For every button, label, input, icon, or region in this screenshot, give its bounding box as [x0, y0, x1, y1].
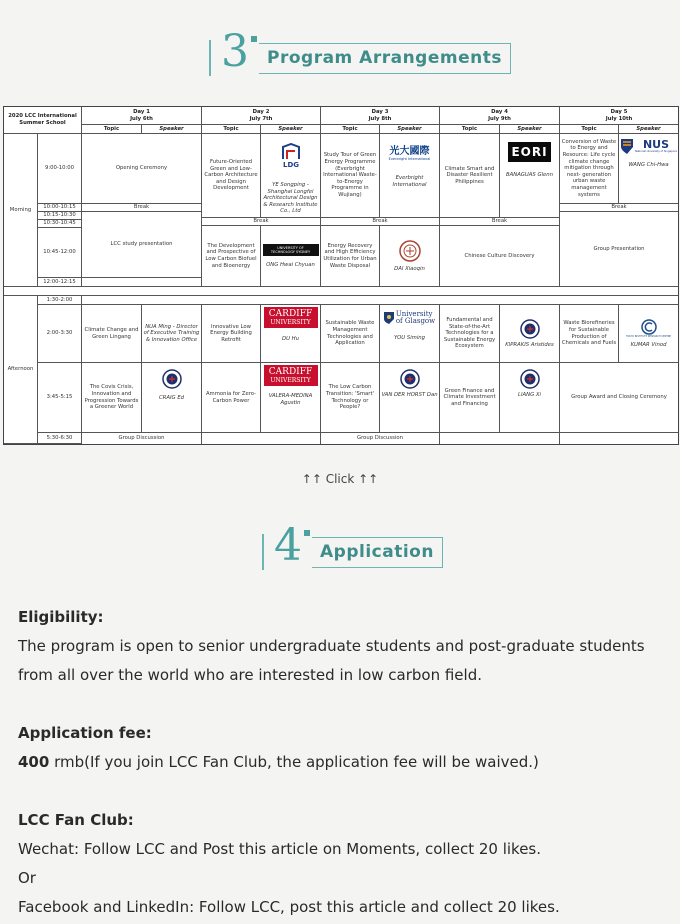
a-d4-speaker-2-text: LIANG Xi — [518, 392, 541, 398]
edinburgh-seal-icon — [400, 369, 420, 389]
time-slot: 9:00-10:00 — [38, 134, 82, 204]
fee-text: rmb(If you join LCC Fan Club, the application fee will be waived.) — [49, 753, 539, 771]
cardiff-logo-icon — [264, 365, 318, 386]
a-d3-topic-2: The Low Carbon Transition: 'Smart' Technology or People? — [321, 363, 380, 433]
edinburgh-seal-icon — [520, 319, 540, 339]
lcc-study-presentation: LCC study presentation — [82, 212, 202, 278]
group-discussion: Group Discussion — [321, 433, 440, 444]
click-prompt[interactable]: ↑↑ Click ↑↑ — [301, 472, 379, 486]
eligibility-text-line-1: The program is open to senior undergraduate students and post-graduate students — [18, 637, 645, 655]
section-title: Program Arrangements — [259, 43, 511, 74]
break-cell: Break — [440, 218, 560, 226]
topic-header: Topic — [560, 125, 619, 134]
a-d2-speaker-1-text: DU Hu — [282, 336, 299, 342]
a-d2-speaker-2 — [261, 363, 321, 433]
day-4-header — [440, 107, 560, 125]
topic-header: Topic — [202, 125, 261, 134]
eligibility-text-line-2: from all over the world who are interested in low carbon field. — [18, 666, 482, 684]
break-cell: Break — [202, 218, 321, 226]
day-label: Day 3 — [371, 109, 389, 115]
day-label: Day 5 — [610, 109, 628, 115]
fan-club-label: LCC Fan Club: — [18, 811, 134, 829]
empty-cell — [82, 278, 202, 287]
speaker-header: Speaker — [619, 125, 678, 134]
day-5-header — [560, 107, 678, 125]
day-label: Day 2 — [252, 109, 270, 115]
a-d2-speaker-1 — [261, 305, 321, 363]
time-slot: 10:30-10:45 — [38, 220, 82, 228]
day-2-header — [202, 107, 321, 125]
a-d3-speaker-2 — [380, 363, 440, 433]
d4-speaker-1-text: BANAGUAS Glenn — [505, 172, 554, 178]
edinburgh-seal-icon — [162, 369, 182, 389]
d3-speaker-1-text: Everbright International — [392, 175, 427, 188]
eori-logo-icon: EORI — [508, 142, 550, 162]
utech-logo-icon: UNIVERSITY OF TECHNOLOGY SYDNEY — [263, 244, 319, 256]
day-label: Day 1 — [133, 109, 150, 115]
speaker-header: Speaker — [261, 125, 321, 134]
d4-speaker-1 — [500, 134, 560, 218]
cardiff-logo-sub: UNIVERSITY — [270, 319, 311, 326]
break-cell: Break — [82, 204, 202, 212]
fee-section — [18, 719, 539, 777]
a-d1-speaker-2-text: CRAIG Ed — [158, 395, 185, 401]
day-date: July 8th — [368, 115, 392, 122]
edinburgh-seal-icon — [520, 369, 540, 389]
d3-topic-2: Energy Recovery and High Efficiency Utilization for Urban Waste Disposal — [321, 226, 380, 287]
time-slot: 2:00-3:30 — [38, 305, 82, 363]
university-seal-icon — [399, 240, 421, 262]
a-d4-speaker-2 — [500, 363, 560, 433]
afternoon-label: Afternoon — [4, 296, 38, 444]
schedule-table — [3, 106, 679, 445]
d5-speaker-1-text: WANG Chi-Hwa — [628, 162, 669, 168]
a-d4-speaker-1 — [500, 305, 560, 363]
opening-ceremony: Opening Ceremony — [82, 134, 202, 204]
d2-speaker-1-text: YE Songping - Shanghai Longfei Architectural Design & Research Institute Co., Ltd — [263, 182, 318, 215]
group-award-closing: Group Award and Closing Ceremony — [560, 363, 678, 433]
d4-topic-2: Chinese Culture Discovery — [440, 226, 560, 287]
research-centre-logo-icon — [641, 319, 657, 335]
break-cell: Break — [560, 204, 678, 212]
a-d4-topic-1: Fundamental and State-of-the-Art Technologies for a Sustainable Energy Ecosystem — [440, 305, 500, 363]
a-d1-topic-2: The Covis Crisis, Innovation and Progression Towards a Greener World — [82, 363, 142, 433]
research-centre-logo-text: TOKYO INSTITUTE RESEARCH CENTRE — [625, 334, 672, 338]
fan-club-section — [18, 806, 560, 922]
section-title: Application — [312, 537, 443, 568]
topic-header: Topic — [82, 125, 142, 134]
speaker-header: Speaker — [380, 125, 440, 134]
fan-club-or: Or — [18, 869, 36, 887]
d3-speaker-2-text: DAI Xiaoqin — [394, 265, 425, 272]
glasgow-logo-sub: of Glasgow — [395, 317, 436, 325]
glasgow-logo-icon — [384, 311, 435, 325]
fee-amount: 400 — [18, 753, 50, 771]
section-4-header — [262, 520, 443, 571]
cardiff-logo-icon — [264, 307, 318, 328]
eligibility-label: Eligibility: — [18, 608, 104, 626]
d3-topic-1: Study Tour of Green Energy Programme (Everbright International Waste-to-Energy Programme in Wujiang) — [321, 134, 380, 218]
group-discussion: Group Discussion — [82, 433, 202, 444]
nus-logo-text: NUS — [642, 138, 670, 151]
d2-speaker-2 — [261, 226, 321, 287]
break-cell: Break — [321, 218, 440, 226]
speaker-header: Speaker — [500, 125, 560, 134]
d5-topic-1: Conversion of Waste to Energy and Resource: Life cycle climate change mitigation through next- generation urban waste management systems — [560, 134, 619, 204]
a-d2-topic-2: Ammonia for Zero-Carbon Power — [202, 363, 261, 433]
time-slot: 1:30-2:00 — [38, 296, 82, 305]
day-date: July 7th — [249, 115, 273, 122]
everbright-logo-icon: 光大國際 — [389, 146, 430, 157]
a-d5-speaker-1 — [619, 305, 678, 363]
a-d5-speaker-1-text: KUMAR Vinod — [630, 341, 667, 348]
empty-cell — [202, 433, 321, 444]
a-d3-speaker-1 — [380, 305, 440, 363]
d2-speaker-2-text: ONG Hwai Chyuan — [266, 261, 315, 268]
cardiff-logo-text: CARDIFF — [268, 309, 313, 319]
cardiff-logo-sub: UNIVERSITY — [270, 377, 311, 384]
d4-topic-1: Climate Smart and Disaster Resilient Philippines — [440, 134, 500, 218]
fee-label: Application fee: — [18, 724, 152, 742]
day-date: July 9th — [488, 115, 511, 122]
fan-club-facebook: Facebook and LinkedIn: Follow LCC, post this article and collect 20 likes. — [18, 898, 560, 916]
d3-speaker-2 — [380, 226, 440, 287]
a-d1-speaker-1: NUA Ming - Director of Executive Training & Innovation Office — [142, 305, 202, 363]
speaker-header: Speaker — [142, 125, 202, 134]
a-d2-topic-1: Innovative Low Energy Building Retrofit — [202, 305, 261, 363]
a-d1-speaker-2 — [142, 363, 202, 433]
everbright-logo-sub: Everbright International — [388, 157, 431, 161]
cardiff-logo-text: CARDIFF — [268, 367, 313, 377]
a-d3-speaker-1-text: YOU Siming — [393, 335, 426, 341]
a-d5-topic-1: Waste Biorefineries for Sustainable Production of Chemicals and Fuels — [560, 305, 619, 363]
a-d4-topic-2: Green Finance and Climate Investment and Financing — [440, 363, 500, 433]
time-slot: 12:00-12:15 — [38, 278, 82, 287]
empty-cell — [440, 433, 560, 444]
d3-speaker-1 — [380, 134, 440, 218]
eligibility-section — [18, 603, 645, 690]
a-d3-speaker-2-text: VAN DER HORST Dan — [381, 392, 438, 398]
d2-topic-1: Future-Oriented Green and Low-Carbon Architecture and Design Development — [202, 134, 261, 218]
table-corner: 2020 LCC International Summer School — [4, 107, 82, 134]
topic-header: Topic — [321, 125, 380, 134]
time-slot: 5:30-6:30 — [38, 433, 82, 444]
section-3-header — [209, 26, 511, 77]
time-slot: 10:00-10:15 — [38, 204, 82, 212]
fan-club-wechat: Wechat: Follow LCC and Post this article on Moments, collect 20 likes. — [18, 840, 542, 858]
a-d4-speaker-1-text: KIPRAKIS Aristides — [505, 341, 554, 348]
topic-header: Topic — [440, 125, 500, 134]
day-3-header — [321, 107, 440, 125]
separator-row — [4, 287, 678, 296]
a-d3-topic-1: Sustainable Waste Management Technologies and Application — [321, 305, 380, 363]
group-presentation: Group Presentation — [560, 212, 678, 287]
empty-cell — [560, 433, 678, 444]
time-slot: 3:45-5:15 — [38, 363, 82, 433]
day-label: Day 4 — [491, 109, 508, 115]
ldg-logo-text: LDG — [282, 161, 300, 169]
time-slot: 10:15-10:30 — [38, 212, 82, 220]
glasgow-logo-text: University — [395, 310, 433, 318]
d2-topic-2: The Development and Prospective of Low Carbon Biofuel and Bioenergy — [202, 226, 261, 287]
a-d1-topic-1: Climate Change and Green Lingang — [82, 305, 142, 363]
day-date: July 10th — [605, 115, 633, 122]
day-date: July 6th — [130, 115, 153, 122]
d5-speaker-1 — [619, 134, 678, 204]
nus-logo-icon — [620, 138, 677, 154]
empty-row — [82, 296, 678, 305]
section-number: 4 — [274, 524, 302, 568]
a-d2-speaker-2-text: VALERA-MEDINA Agustin — [268, 393, 313, 406]
ldg-logo-icon — [274, 141, 308, 171]
time-slot: 10:45-12:00 — [38, 228, 82, 278]
day-1-header — [82, 107, 202, 125]
section-number: 3 — [221, 30, 249, 74]
nus-logo-sub: National University of Singapore — [635, 150, 677, 153]
morning-label: Morning — [4, 134, 38, 287]
